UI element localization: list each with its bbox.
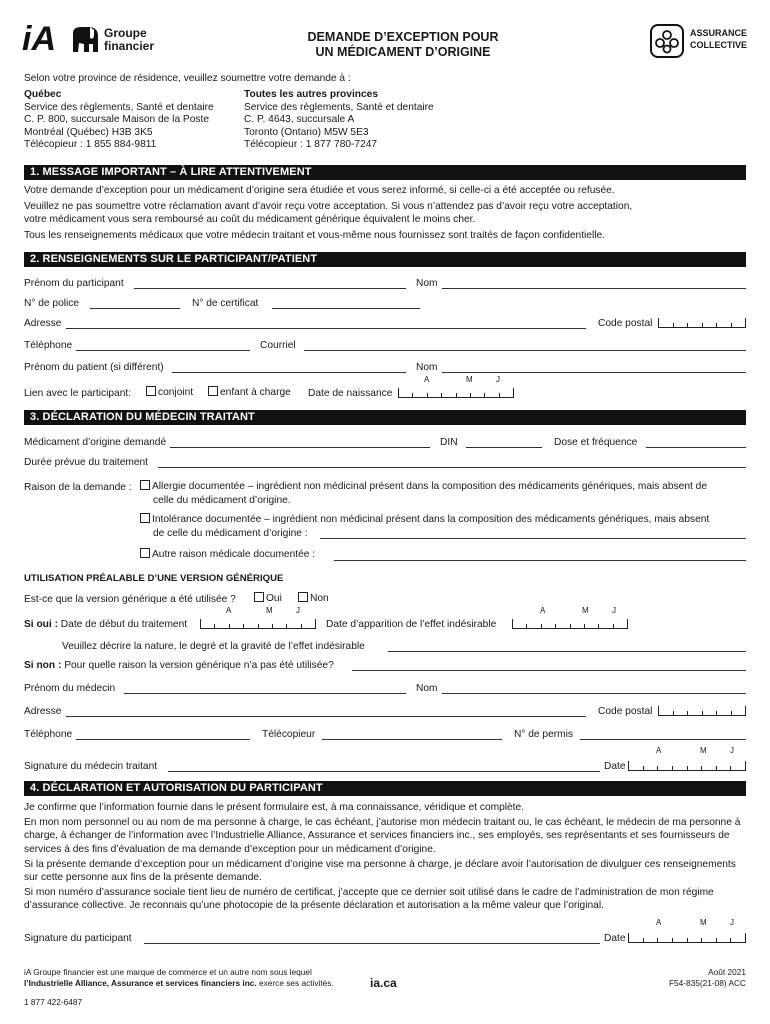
din-field[interactable] [466, 447, 542, 448]
logo-ia-text: iA [22, 20, 56, 58]
quebec-address [24, 89, 214, 152]
badge-line2: COLLECTIVE [690, 40, 748, 50]
effet-j-label: J [612, 606, 616, 615]
police-field[interactable] [90, 308, 180, 309]
other-title: Toutes les autres provinces [244, 89, 378, 100]
footer-line2-rest: exerce ses activités. [256, 978, 334, 988]
enfant-option[interactable] [208, 386, 291, 399]
adresse-medecin-field[interactable] [66, 716, 586, 717]
other-line3: Toronto (Ontario) M5W 5E3 [244, 126, 369, 138]
effet-a-label: A [540, 606, 546, 615]
assurance-collective-badge [650, 22, 750, 60]
telephone-field[interactable] [76, 350, 250, 351]
duree-field[interactable] [158, 467, 746, 468]
permis-field[interactable] [580, 739, 746, 740]
si-non-field[interactable] [352, 670, 746, 671]
footer-trademark [24, 967, 334, 989]
prenom-medecin-field[interactable] [124, 693, 406, 694]
allergie-checkbox[interactable] [140, 480, 150, 490]
date-participant-label: Date [604, 933, 626, 944]
conjoint-option[interactable] [146, 386, 193, 399]
intolerance-checkbox[interactable] [140, 513, 150, 523]
permis-label: N° de permis [514, 729, 573, 740]
police-label: N° de police [24, 298, 80, 309]
logo-line2: financier [104, 39, 155, 53]
nom-participant-label: Nom [416, 278, 438, 289]
section-3-title: 3. DÉCLARATION DU MÉDECIN TRAITANT [24, 410, 746, 425]
autre-option[interactable] [140, 548, 315, 561]
non-checkbox[interactable] [298, 592, 308, 602]
footer-line1: iA Groupe financier est une marque de commerce et un autre nom sous lequel [24, 967, 312, 977]
page-title [280, 30, 526, 60]
debut-a-label: A [226, 606, 232, 615]
adresse-medecin-label: Adresse [24, 706, 62, 717]
prenom-patient-label: Prénom du patient (si différent) [24, 362, 164, 373]
nom-medecin-label: Nom [416, 683, 438, 694]
enfant-checkbox[interactable] [208, 386, 218, 396]
footer-company: l’Industrielle Alliance, Assurance et services financiers inc. [24, 978, 257, 988]
raison-label: Raison de la demande : [24, 482, 132, 493]
title-line2: UN MÉDICAMENT D’ORIGINE [315, 45, 491, 59]
naissance-label: Date de naissance [308, 388, 393, 399]
signature-participant-label: Signature du participant [24, 933, 132, 944]
s4-p2: En mon nom personnel ou au nom de ma personne à charge, le cas échéant, j’autorise mon médecin traitant ou, le cas échéant, le médecin de ma personne à charge, à échanger de l’information avec l’Industrielle Alliance, Assurance et services financiers inc., ses employés, ses représentants et ses fournisseurs de services à des fins d’évaluation de ma demande d’exception pour un médicament d’origine. [24, 817, 741, 855]
utilisation-title: UTILISATION PRÉALABLE D’UNE VERSION GÉNÉRIQUE [24, 573, 284, 584]
intolerance-option[interactable] [140, 513, 709, 526]
naissance-j-label: J [496, 375, 500, 384]
footer-site[interactable]: ia.ca [370, 976, 397, 990]
si-non-line [24, 660, 334, 672]
oui-label: Oui [266, 593, 282, 604]
autre-label: Autre raison médicale documentée : [152, 549, 316, 560]
lien-label: Lien avec le participant: [24, 388, 132, 399]
debut-j-label: J [296, 606, 300, 615]
telecopieur-medecin-field[interactable] [322, 739, 502, 740]
adresse-label: Adresse [24, 318, 62, 329]
intolerance-field[interactable] [320, 538, 746, 539]
footer-line2 [24, 978, 334, 989]
section-1-title: 1. MESSAGE IMPORTANT – À LIRE ATTENTIVEMENT [24, 165, 746, 180]
si-oui-bold: Si oui : [24, 619, 58, 630]
debut-m-label: M [266, 606, 273, 615]
autre-field[interactable] [334, 560, 746, 561]
sig-part-a-label: A [656, 918, 662, 927]
decrire-field[interactable] [388, 651, 746, 652]
group-icon [650, 24, 684, 58]
din-label: DIN [440, 437, 458, 448]
intolerance-line1: Intolérance documentée – ingrédient non médicinal présent dans la composition des médicaments génériques, mais absent [152, 514, 710, 525]
debut-traitement-field[interactable] [200, 619, 316, 629]
elephant-icon [70, 26, 100, 54]
code-postal-field[interactable] [658, 318, 746, 328]
other-line1: Service des règlements, Santé et dentaire [244, 101, 434, 113]
badge-line1: ASSURANCE [690, 28, 748, 38]
effet-m-label: M [582, 606, 589, 615]
s1-p3: votre médicament vous sera remboursé au coût du médicament générique équivalent le moins cher. [24, 214, 476, 226]
telephone-medecin-field[interactable] [76, 739, 250, 740]
certificat-field[interactable] [272, 308, 420, 309]
date-participant-field[interactable] [628, 933, 746, 943]
non-label: Non [310, 593, 329, 604]
dose-label: Dose et fréquence [554, 437, 638, 448]
s1-p1: Votre demande d’exception pour un médicament d’origine sera étudiée et vous serez informé, si celle-ci a été acceptée ou refusée. [24, 185, 615, 196]
footer-code: F54-835(21-08) ACC [668, 978, 746, 988]
allergie-line2: celle du médicament d’origine. [153, 495, 291, 506]
signature-participant-field[interactable] [144, 943, 600, 944]
si-non-label: Pour quelle raison la version générique n’a pas été utilisée? [61, 660, 334, 671]
ia-logo [22, 20, 155, 58]
s1-p2: Veuillez ne pas soumettre votre réclamation avant d’avoir reçu votre acceptation. Si vous n’attendez pas d’avoir reçu votre acceptation, [24, 200, 633, 212]
enfant-label: enfant à charge [220, 387, 291, 398]
other-line2: C. P. 4643, succursale A [244, 114, 355, 126]
intolerance-line2: de celle du médicament d’origine : [153, 528, 308, 539]
apparition-field[interactable] [512, 619, 628, 629]
sig-part-j-label: J [730, 918, 734, 927]
prenom-participant-field[interactable] [134, 288, 406, 289]
title-line1: DEMANDE D’EXCEPTION POUR [307, 30, 499, 44]
naissance-a-label: A [424, 375, 430, 384]
other-line4: Télécopieur : 1 877 780-7247 [244, 139, 378, 151]
code-postal-medecin-label: Code postal [598, 706, 653, 717]
conjoint-checkbox[interactable] [146, 386, 156, 396]
sig-med-m-label: M [700, 746, 707, 755]
decrire-label: Veuillez décrire la nature, le degré et la gravité de l’effet indésirable [62, 641, 365, 652]
nom-participant-field[interactable] [442, 288, 746, 289]
telephone-label: Téléphone [24, 340, 73, 351]
signature-medecin-label: Signature du médecin traitant [24, 761, 158, 772]
debut-label: Date de début du traitement [57, 619, 188, 630]
naissance-field[interactable] [398, 388, 514, 398]
section-1-text [24, 184, 750, 242]
nom-patient-field[interactable] [442, 372, 746, 373]
qc-title: Québec [24, 89, 62, 100]
code-postal-label: Code postal [598, 318, 653, 329]
courriel-label: Courriel [260, 340, 296, 351]
sig-part-m-label: M [700, 918, 707, 927]
signature-medecin-field[interactable] [168, 771, 600, 772]
prenom-medecin-label: Prénom du médecin [24, 683, 116, 694]
section-2-title: 2. RENSEIGNEMENTS SUR LE PARTICIPANT/PATIENT [24, 252, 746, 267]
apparition-label: Date d’apparition de l’effet indésirable [326, 619, 497, 630]
dose-field[interactable] [646, 447, 746, 448]
sig-med-j-label: J [730, 746, 734, 755]
intro-text: Selon votre province de résidence, veuillez soumettre votre demande à : [24, 73, 351, 84]
certificat-label: N° de certificat [192, 298, 259, 309]
adresse-field[interactable] [66, 328, 586, 329]
autre-checkbox[interactable] [140, 548, 150, 558]
conjoint-label: conjoint [158, 387, 194, 398]
prenom-participant-label: Prénom du participant [24, 278, 124, 289]
footer-date: Août 2021 [708, 967, 746, 977]
sig-med-a-label: A [656, 746, 662, 755]
qc-line2: C. P. 800, succursale Maison de la Poste [24, 114, 209, 126]
s1-p4: Tous les renseignements médicaux que votre médecin traitant et vous-même nous fournissez sont traités de façon confidentielle. [24, 229, 605, 241]
footer-form-info [669, 967, 746, 989]
non-option[interactable] [298, 592, 329, 605]
qc-line3: Montréal (Québec) H3B 3K5 [24, 126, 153, 138]
footer-phone: 1 877 422-6487 [24, 997, 83, 1007]
oui-option[interactable] [254, 592, 282, 605]
oui-checkbox[interactable] [254, 592, 264, 602]
section-4-text [24, 801, 750, 913]
other-address [244, 89, 434, 152]
s4-p3: Si la présente demande d’exception pour un médicament d’origine vise ma personne à charge, je déclare avoir l’autorisation de divulguer ces renseignements sur cette personne aux fins de la présente demande. [24, 858, 736, 884]
medicament-label: Médicament d’origine demandé [24, 437, 167, 448]
code-postal-medecin-field[interactable] [658, 706, 746, 716]
allergie-line1: Allergie documentée – ingrédient non médicinal présent dans la composition des médicaments génériques, mais absent de [152, 481, 707, 492]
nom-patient-label: Nom [416, 362, 438, 373]
qc-line1: Service des règlements, Santé et dentaire [24, 101, 214, 113]
allergie-option[interactable] [140, 480, 707, 493]
s4-p1: Je confirme que l’information fournie dans le présent formulaire est, à ma connaissance, véridique et complète. [24, 802, 525, 813]
naissance-m-label: M [466, 375, 473, 384]
telephone-medecin-label: Téléphone [24, 729, 73, 740]
medicament-field[interactable] [170, 447, 430, 448]
section-4-title: 4. DÉCLARATION ET AUTORISATION DU PARTICIPANT [24, 781, 746, 796]
courriel-field[interactable] [304, 350, 746, 351]
s4-p4: Si mon numéro d’assurance sociale tient lieu de numéro de certificat, j’accepte que ce dernier soit utilisé dans le cadre de l’administration de mon régime d’assurance collective. Je reconnais qu’une photocopie de la présente déclaration et autorisation a la même valeur que l’original. [24, 887, 714, 912]
prenom-patient-field[interactable] [172, 372, 406, 373]
duree-label: Durée prévue du traitement [24, 457, 149, 468]
qc-line4: Télécopieur : 1 855 884-9811 [24, 139, 157, 151]
telecopieur-medecin-label: Télécopieur [262, 729, 316, 740]
date-medecin-label: Date [604, 761, 626, 772]
generique-question: Est-ce que la version générique a été utilisée ? [24, 594, 236, 605]
logo-line1: Groupe [104, 26, 147, 40]
date-medecin-field[interactable] [628, 761, 746, 771]
si-non-bold: Si non : [24, 660, 62, 671]
si-oui-line [24, 619, 187, 631]
nom-medecin-field[interactable] [442, 693, 746, 694]
